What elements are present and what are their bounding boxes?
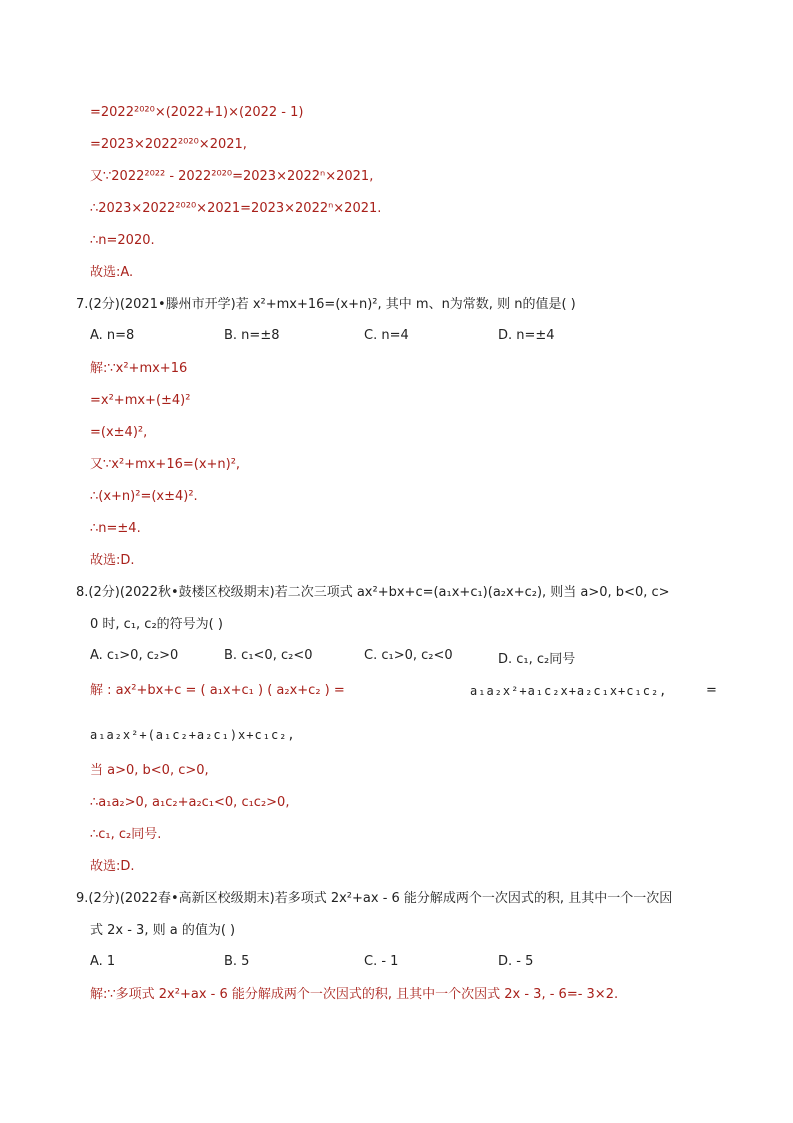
q7-solution-line: ∴(x+n)²=(x±4)². [90,489,198,504]
solution-line: ∴n=2020. [90,233,155,248]
q8-solution-expr: a₁a₂x²+(a₁c₂+a₂c₁)x+c₁c₂, [90,728,296,742]
solution-line: 又∵2022²⁰²² - 2022²⁰²⁰=2023×2022ⁿ×2021, [90,169,374,184]
q9-option-d: D. - 5 [498,954,534,969]
q8-solution-expr: a₁a₂x²+a₁c₂x+a₂c₁x+c₁c₂, [470,684,668,698]
q7-solution-line: 又∵x²+mx+16=(x+n)², [90,457,241,472]
q9-solution-line: 解:∵多项式 2x²+ax - 6 能分解成两个一次因式的积, 且其中一个次因式 2x - 3, - 6=- 3×2. [90,987,619,1002]
q9-option-c: C. - 1 [364,954,399,969]
question-8-stem: 8.(2分)(2022秋•鼓楼区校级期末)若二次三项式 ax²+bx+c=(a₁x+c₁)(a₂x+c₂), 则当 a>0, b<0, c> [76,585,670,600]
q8-option-a: A. c₁>0, c₂>0 [90,648,179,663]
question-9-stem-cont: 式 2x - 3, 则 a 的值为( ) [90,923,236,938]
q8-solution-line: ∴c₁, c₂同号. [90,827,162,842]
q9-option-b: B. 5 [224,954,250,969]
question-8-stem-cont: 0 时, c₁, c₂的符号为( ) [90,617,223,632]
q7-solution-line: 解:∵x²+mx+16 [90,361,188,376]
answer-line: 故选:A. [90,265,134,280]
q7-solution-line: =(x±4)², [90,425,148,440]
solution-line: ∴2023×2022²⁰²⁰×2021=2023×2022ⁿ×2021. [90,201,382,216]
q7-option-d: D. n=±4 [498,328,555,343]
q8-option-c: C. c₁>0, c₂<0 [364,648,453,663]
q7-option-c: C. n=4 [364,328,409,343]
q7-solution-line: =x²+mx+(±4)² [90,393,191,408]
q7-answer-line: 故选:D. [90,553,135,568]
q8-solution-line: ∴a₁a₂>0, a₁c₂+a₂c₁<0, c₁c₂>0, [90,795,290,810]
q7-option-b: B. n=±8 [224,328,280,343]
solution-line: =2022²⁰²⁰×(2022+1)×(2022 - 1) [90,105,304,120]
q8-solution-line: 解 : ax²+bx+c = ( a₁x+c₁ ) ( a₂x+c₂ ) = [90,683,345,698]
q9-option-a: A. 1 [90,954,116,969]
q8-solution-eq: = [706,683,717,698]
solution-line: =2023×2022²⁰²⁰×2021, [90,137,247,152]
q8-answer-line: 故选:D. [90,859,135,874]
q8-option-d: D. c₁, c₂同号 [498,652,576,667]
question-9-stem: 9.(2分)(2022春•高新区校级期末)若多项式 2x²+ax - 6 能分解成两个一次因式的积, 且其中一个一次因 [76,891,673,906]
question-7-stem: 7.(2分)(2021•滕州市开学)若 x²+mx+16=(x+n)², 其中 m、n为常数, 则 n的值是( ) [76,297,576,312]
q7-solution-line: ∴n=±4. [90,521,141,536]
q7-option-a: A. n=8 [90,328,135,343]
q8-option-b: B. c₁<0, c₂<0 [224,648,313,663]
q8-solution-line: 当 a>0, b<0, c>0, [90,763,209,778]
